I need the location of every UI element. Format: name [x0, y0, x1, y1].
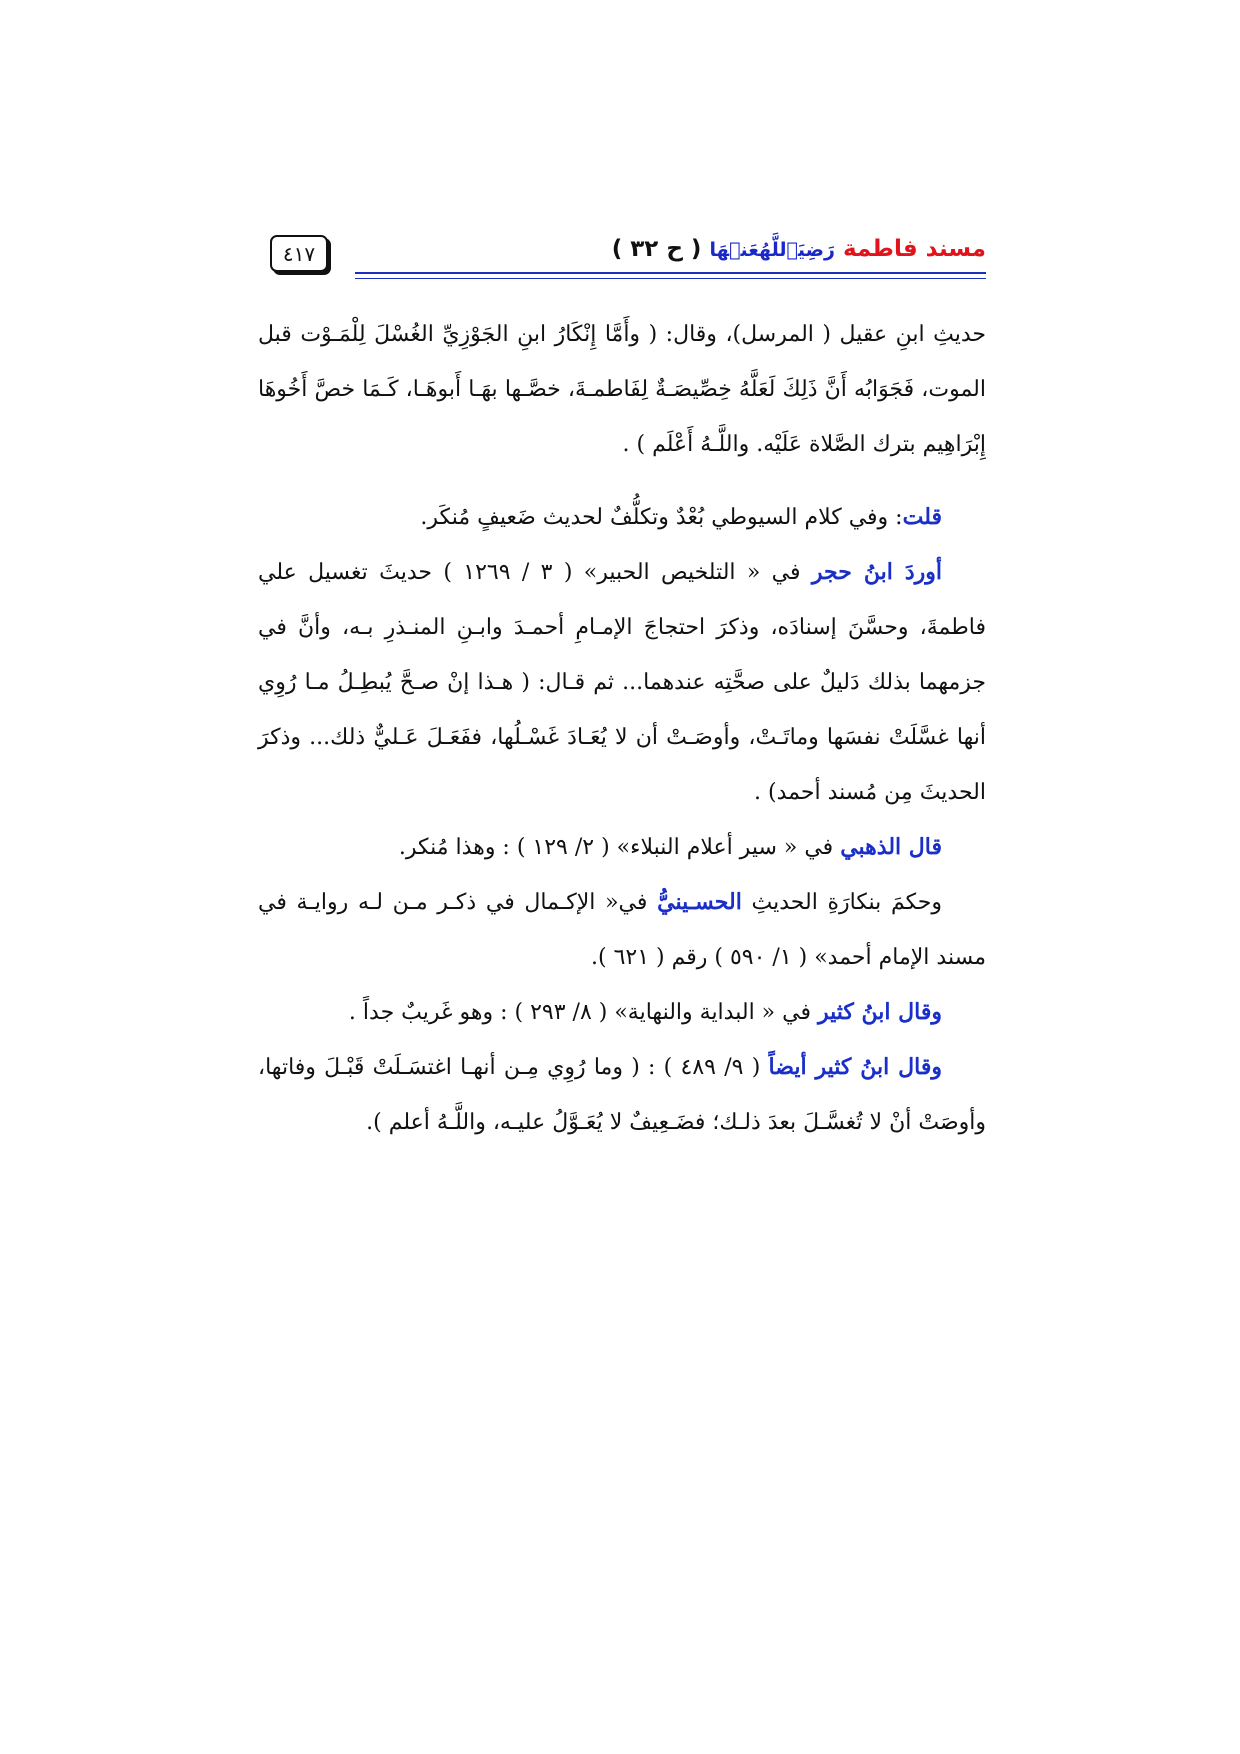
- paragraph-lead: قلت: [902, 504, 942, 530]
- paragraph-3: [258, 545, 986, 820]
- header-rule-secondary: [355, 278, 986, 279]
- paragraph-text: في« الإكـمال في ذكـر مـن لـه روايـة في مسند الإمام أحمد» ( ١/ ٥٩٠ ) رقم ( ٦٢١ ).: [258, 890, 986, 970]
- paragraph-2: [258, 490, 986, 545]
- page-body: [258, 307, 986, 1150]
- paragraph-lead-pre: وحكمَ بنكارَةِ الحديثِ: [741, 890, 942, 915]
- paragraph-text: حديثِ ابنِ عقيل ( المرسل)، وقال: ( وأَمَّا إِنْكَارُ ابنِ الجَوْزِيِّ الغُسْلَ لِلْمَـوْت قبل الموت، فَجَوَابُه أَنَّ ذَلِكَ لَعَلَّهُ خِصِّيصَـةٌ لِفَاطمـةَ، خصَّـها بهَـا أَبوهَـا، كَـمَا خصَّ أَخُوهَا إِبْرَاهِيم بترك الصَّلاة عَلَيْه. واللَّـهُ أَعْلَم ) .: [258, 322, 986, 457]
- running-title: [612, 236, 986, 262]
- paragraph-lead: وقال ابنُ كثير أيضاً: [768, 1054, 942, 1080]
- paragraph-4: [258, 820, 986, 875]
- hadith-number: ( ح ٣٢ ): [611, 236, 702, 262]
- paragraph-text: في « التلخيص الحبير» ( ٣ / ١٢٦٩ ) حديثَ تغسيل علي فاطمةَ، وحسَّنَ إسنادَه، وذكرَ احتجاجَ الإمـامِ أحمـدَ وابـنِ المنـذرِ بـه، وأنَّ في جزمهما بذلك دَليلٌ على صحَّتِه عندهما... ثم قـال: ( هـذا إنْ صـحَّ يُبطِـلُ مـا رُوِي أنها غسَّلَتْ نفسَها وماتَـتْ، وأوصَـتْ أن لا يُعَـادَ غَسْـلُها، ففَعَـلَ عَـليٌّ ذلك... وذكرَ الحديثَ مِن مُسند أحمد) .: [258, 560, 986, 805]
- paragraph-1: [258, 307, 986, 472]
- paragraph-6: [258, 985, 986, 1040]
- paragraph-text: : وفي كلام السيوطي بُعْدٌ وتكلُّفٌ لحديث ضَعيفٍ مُنكَر.: [420, 505, 903, 530]
- paragraph-text: في « البداية والنهاية» ( ٨/ ٢٩٣ ) : وهو غَريبٌ جداً .: [348, 1000, 818, 1025]
- page-header: [340, 232, 986, 272]
- paragraph-5: [258, 875, 986, 985]
- paragraph-lead: وقال ابنُ كثير: [817, 999, 942, 1025]
- paragraph-lead: قال الذهبي: [840, 834, 942, 860]
- paragraph-lead: أوردَ ابنُ حجر: [811, 559, 942, 585]
- paragraph-lead: الحسـينيُّ: [657, 889, 742, 915]
- paragraph-text: في « سير أعلام النبلاء» ( ٢/ ١٢٩ ) : وهذا مُنكر.: [398, 835, 841, 860]
- honorific-text: رَضِيَٱللَّهُعَنۡهَا: [709, 239, 835, 261]
- paragraph-7: [258, 1040, 986, 1150]
- header-rule: [355, 272, 986, 274]
- paragraph-text: ( ٩/ ٤٨٩ ) : ( وما رُوِي مِـن أنهـا اغتسَـلَتْ قَبْـلَ وفاتها، وأوصَتْ أنْ لا تُغسَّـلَ بعدَ ذلـك؛ فضَـعِيفٌ لا يُعَـوَّلُ عليـه، واللَّـهُ أعلم ).: [258, 1055, 986, 1135]
- page-number: ٤١٧: [270, 235, 328, 272]
- book-title: مسند فاطمة: [842, 236, 986, 262]
